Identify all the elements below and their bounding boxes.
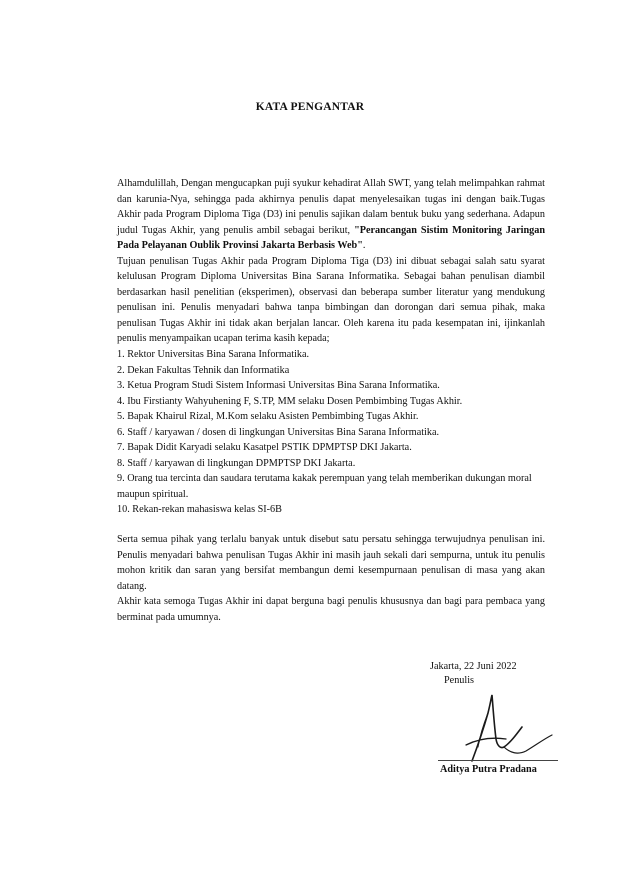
list-item: 6. Staff / karyawan / dosen di lingkungan Universitas Bina Sarana Informatika. — [117, 426, 440, 438]
list-item: 10. Rekan-rekan mahasiswa kelas SI-6B — [117, 504, 282, 515]
list-item: 9. Orang tua tercinta dan saudara terutama kakak perempuan yang telah memberikan dukungan moral maupun spiritual. — [117, 473, 532, 500]
list-item: 1. Rektor Universitas Bina Sarana Informatika. — [117, 349, 310, 360]
closing-paragraph-1: Serta semua pihak yang terlalu banyak untuk disebut satu persatu sehingga terwujudnya penulisan ini. Penulis menyadari bahwa penulisan Tugas Akhir ini masih jauh sekali dari sempurna, untuk itu penulis mohon kritik dan saran yang bersifat membangun demi kesempurnaan penulisan di masa yang akan datang. — [117, 534, 545, 592]
list-item: 5. Bapak Khairul Rizal, M.Kom selaku Asisten Pembimbing Tugas Akhir. — [117, 411, 419, 422]
list-item: 8. Staff / karyawan di lingkungan DPMPTSP DKI Jakarta. — [117, 457, 356, 469]
list-item: 3. Ketua Program Studi Sistem Informasi Universitas Bina Sarana Informatika. — [117, 380, 440, 391]
closing — [117, 532, 545, 625]
thesis-title: "Perancangan Sistim Monitoring Jaringan Pada Pelayanan Oublik Provinsi Jakarta Berbasis Web" — [117, 224, 545, 251]
list-item: 4. Ibu Firstianty Wahyuhening F, S.TP, MM selaku Dosen Pembimbing Tugas Akhir. — [117, 395, 463, 407]
signature-name: Aditya Putra Pradana — [440, 764, 537, 775]
signature-place-date: Jakarta, 22 Juni 2022 — [430, 661, 517, 672]
intro-text-1-end: . — [362, 240, 366, 251]
signature-line — [438, 760, 558, 761]
list-item: 2. Dekan Fakultas Tehnik dan Informatika — [117, 364, 290, 376]
intro-paragraph-1 — [117, 176, 545, 254]
introduction — [117, 176, 545, 347]
list-item: 7. Bapak Didit Karyadi selaku Kasatpel PSTIK DPMPTSP DKI Jakarta. — [117, 442, 412, 453]
page-title: KATA PENGANTAR — [255, 101, 365, 113]
intro-paragraph-2: Tujuan penulisan Tugas Akhir pada Program Diploma Tiga (D3) ini dibuat sebagai salah satu syarat kelulusan Program Diploma Universitas Bina Sarana Informatika. Sebagai bahan penulisan diambil berdasarkan hasil penelitian (eksperimen), observasi dan beberapa sumber literatur yang mendukung penulisan ini. Penulis menyadari bahwa tanpa bimbingan dan dorongan dari semua pihak, maka penulisan Tugas Akhir ini tidak akan berjalan lancar. Oleh karena itu pada kesempatan ini, ijinkanlah penulis menyampaikan ucapan terima kasih kepada; — [117, 255, 545, 344]
intro-text-1: Alhamdulillah, Dengan mengucapkan puji syukur kehadirat Allah SWT, yang telah melimpahkan rahmat dan karunia-Nya, sehingga pada akhirnya penulis dapat menyelesaikan tugas ini dengan baik.Tugas Akhir pada Program Diploma Tiga (D3) ini penulis sajikan dalam bentuk buku yang sederhana. Adapun judul Tugas Akhir, yang penulis ambil sebagai berikut, — [117, 178, 545, 236]
closing-paragraph-2: Akhir kata semoga Tugas Akhir ini dapat berguna bagi penulis khususnya dan bagi para pembaca yang berminat pada umumnya. — [117, 596, 545, 623]
acknowledgements-list — [117, 347, 545, 518]
signature-role: Penulis — [444, 675, 475, 686]
